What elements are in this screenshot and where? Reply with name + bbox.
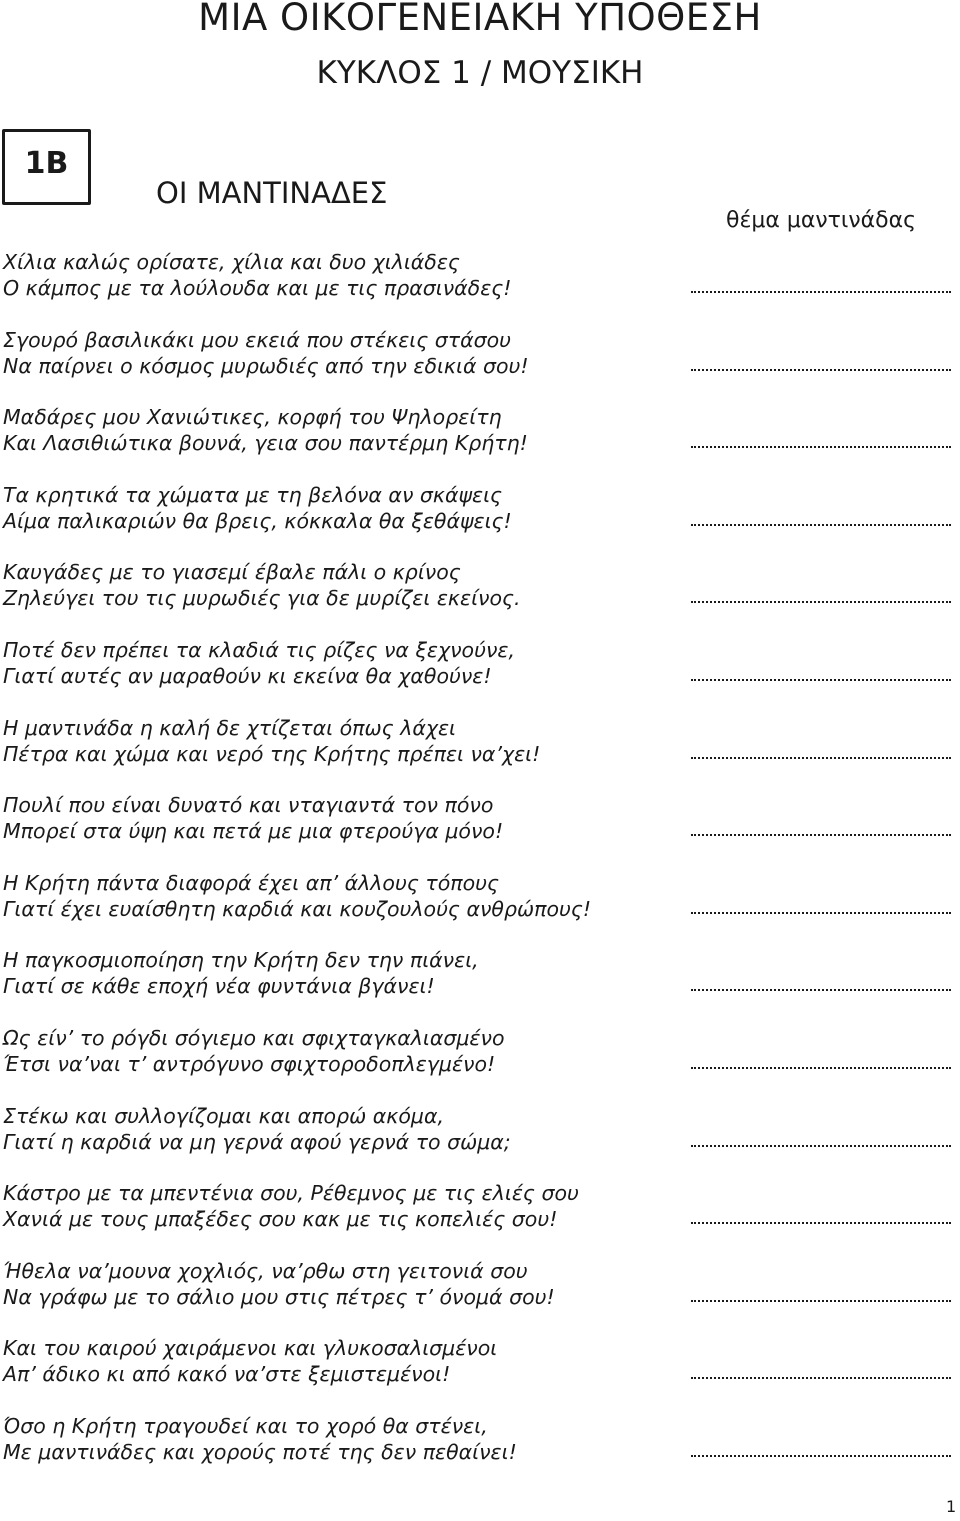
verse-line-1: Καυγάδες με το γιασεμί έβαλε πάλι ο κρίνος bbox=[3, 560, 461, 584]
verse-item bbox=[3, 249, 955, 301]
verse-line-2: Με μαντινάδες και χορούς ποτέ της δεν πεθαίνει! bbox=[3, 1440, 517, 1464]
theme-answer-blank[interactable] bbox=[691, 434, 951, 448]
verse-item bbox=[3, 792, 955, 844]
verse-line-1: Στέκω και συλλογίζομαι και απορώ ακόμα, bbox=[3, 1104, 444, 1128]
verse-line-2: Πέτρα και χώμα και νερό της Κρήτης πρέπει να’χει! bbox=[3, 742, 541, 766]
theme-answer-blank[interactable] bbox=[691, 745, 951, 759]
theme-answer-blank[interactable] bbox=[691, 1288, 951, 1302]
verse-line-2: Ζηλεύγει του τις μυρωδιές για δε μυρίζει εκείνος. bbox=[3, 586, 521, 610]
theme-answer-blank[interactable] bbox=[691, 1133, 951, 1147]
verse-line-1: Χίλια καλώς ορίσατε, χίλια και δυο χιλιάδες bbox=[3, 250, 460, 274]
verse-line-1: Η Κρήτη πάντα διαφορά έχει απ’ άλλους τόπους bbox=[3, 871, 500, 895]
verse-line-2: Και Λασιθιώτικα βουνά, γεια σου παντέρμη Κρήτη! bbox=[3, 431, 528, 455]
verse-item bbox=[3, 1025, 955, 1077]
verse-item bbox=[3, 637, 955, 689]
verse-line-2: Αίμα παλικαριών θα βρεις, κόκκαλα θα ξεθάψεις! bbox=[3, 509, 512, 533]
verse-line-1: Μαδάρες μου Χανιώτικες, κορφή του Ψηλορείτη bbox=[3, 405, 502, 429]
verse-item bbox=[3, 870, 955, 922]
theme-answer-blank[interactable] bbox=[691, 1443, 951, 1457]
verse-line-2: Ο κάμπος με τα λούλουδα και με τις πρασινάδες! bbox=[3, 276, 512, 300]
verse-line-1: Πουλί που είναι δυνατό και νταγιαντά τον πόνο bbox=[3, 793, 494, 817]
verse-line-2: Απ’ άδικο κι από κακό να’στε ξεμιστεμένοι! bbox=[3, 1362, 451, 1386]
verse-item bbox=[3, 327, 955, 379]
theme-answer-blank[interactable] bbox=[691, 1210, 951, 1224]
verse-line-2: Να παίρνει ο κόσμος μυρωδιές από την εδικιά σου! bbox=[3, 354, 529, 378]
theme-answer-blank[interactable] bbox=[691, 822, 951, 836]
verse-item bbox=[3, 482, 955, 534]
verse-line-2: Γιατί έχει ευαίσθητη καρδιά και κουζουλούς ανθρώπους! bbox=[3, 897, 592, 921]
verse-line-2: Να γράφω με το σάλιο μου στις πέτρες τ’ όνομά σου! bbox=[3, 1285, 555, 1309]
verse-item bbox=[3, 559, 955, 611]
page-number: 1 bbox=[946, 1497, 957, 1516]
verse-item bbox=[3, 1103, 955, 1155]
theme-answer-blank[interactable] bbox=[691, 977, 951, 991]
theme-answer-blank[interactable] bbox=[691, 279, 951, 293]
section-title: ΟΙ ΜΑΝΤΙΝΑΔΕΣ bbox=[156, 176, 388, 210]
verse-line-1: Και του καιρού χαιράμενοι και γλυκοσαλισμένοι bbox=[3, 1336, 498, 1360]
theme-answer-blank[interactable] bbox=[691, 1365, 951, 1379]
verse-line-1: Ποτέ δεν πρέπει τα κλαδιά τις ρίζες να ξεχνούνε, bbox=[3, 638, 515, 662]
theme-answer-blank[interactable] bbox=[691, 512, 951, 526]
verse-line-1: Ήθελα να’μουνα χοχλιός, να’ρθω στη γειτονιά σου bbox=[3, 1259, 528, 1283]
verse-item bbox=[3, 404, 955, 456]
column-header: θέμα μαντινάδας bbox=[726, 208, 916, 233]
theme-answer-blank[interactable] bbox=[691, 900, 951, 914]
theme-answer-blank[interactable] bbox=[691, 667, 951, 681]
verse-line-1: Η παγκοσμιοποίηση την Κρήτη δεν την πιάνει, bbox=[3, 948, 479, 972]
verse-line-1: Σγουρό βασιλικάκι μου εκειά που στέκεις στάσου bbox=[3, 328, 512, 352]
verse-line-2: Μπορεί στα ύψη και πετά με μια φτερούγα μόνο! bbox=[3, 819, 504, 843]
verse-line-2: Έτσι να’ναι τ’ αντρόγυνο σφιχτοροδοπλεγμένο! bbox=[3, 1052, 496, 1076]
verse-item bbox=[3, 1180, 955, 1232]
document-title: ΜΙΑ ΟΙΚΟΓΕΝΕΙΑΚΗ ΥΠΟΘΕΣΗ bbox=[198, 0, 762, 39]
verse-item bbox=[3, 1258, 955, 1310]
verse-item bbox=[3, 1335, 955, 1387]
verse-item bbox=[3, 1413, 955, 1465]
verse-line-2: Γιατί σε κάθε εποχή νέα φυντάνια βγάνει! bbox=[3, 974, 435, 998]
verse-line-1: Ως είν’ το ρόγδι σόγιεμο και σφιχταγκαλιασμένο bbox=[3, 1026, 505, 1050]
theme-answer-blank[interactable] bbox=[691, 589, 951, 603]
verse-line-2: Χανιά με τους μπαξέδες σου κακ με τις κοπελιές σου! bbox=[3, 1207, 558, 1231]
verse-line-1: Κάστρο με τα μπεντένια σου, Ρέθεμνος με τις ελιές σου bbox=[3, 1181, 579, 1205]
verse-line-2: Γιατί η καρδιά να μη γερνά αφού γερνά το σώμα; bbox=[3, 1130, 511, 1154]
verse-line-1: Όσο η Κρήτη τραγουδεί και το χορό θα στένει, bbox=[3, 1414, 488, 1438]
verse-line-1: Τα κρητικά τα χώματα με τη βελόνα αν σκάψεις bbox=[3, 483, 503, 507]
verse-line-2: Γιατί αυτές αν μαραθούν κι εκείνα θα χαθούνε! bbox=[3, 664, 492, 688]
verse-item bbox=[3, 715, 955, 767]
document-subtitle: ΚΥΚΛΟΣ 1 / ΜΟΥΣΙΚΗ bbox=[316, 55, 644, 91]
verse-item bbox=[3, 947, 955, 999]
theme-answer-blank[interactable] bbox=[691, 1055, 951, 1069]
theme-answer-blank[interactable] bbox=[691, 357, 951, 371]
section-badge: 1Β bbox=[2, 129, 91, 205]
verse-line-1: Η μαντινάδα η καλή δε χτίζεται όπως λάχει bbox=[3, 716, 456, 740]
